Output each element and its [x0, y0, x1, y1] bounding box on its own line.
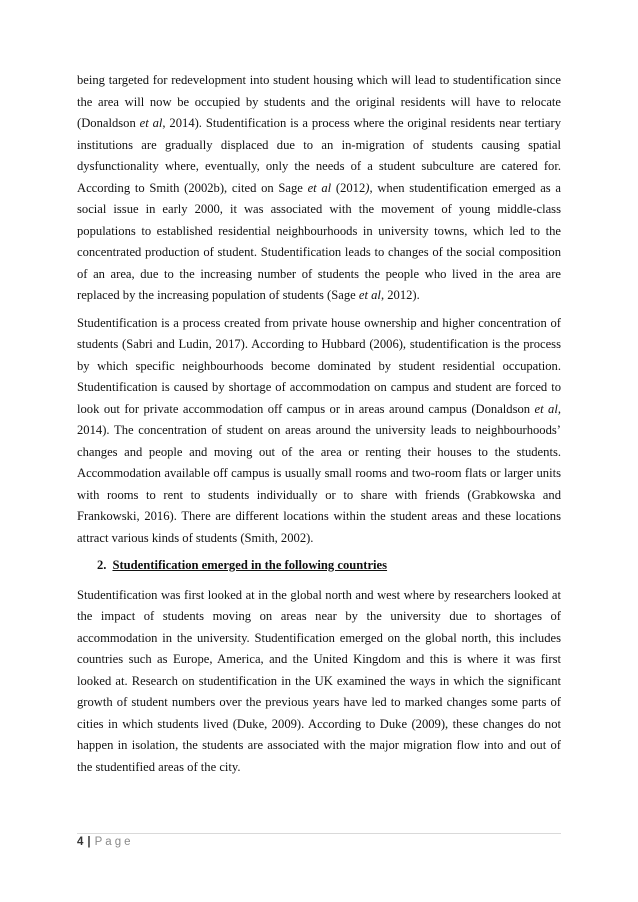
italic-punct: ), [365, 180, 373, 195]
italic-et-al: et al [307, 180, 332, 195]
paragraph-2: Studentification is a process created from private house ownership and higher concentration of students (Sabri and Ludin, 2017). According to Hubbard (2006), studentification is the process by which specific neighbourhoods become dominated by student residential occupation. Studentification is caused by shortage of accommodation on campus and student are forced to look out for private accommodation off campus or in areas around campus (Donaldson et al, 2014). The concentration of student on areas around the university leads to neighbourhoods’ changes and people and moving out of the area or renting their houses to the students. Accommodation available off campus is usually small rooms and two-room flats or larger units with rooms to rent to students individually or to share with friends (Grabkowska and Frankowski, 2016). There are different locations within the student areas and these locations attract various kinds of students (Smith, 2002). [77, 315, 562, 545]
section-title: Studentification emerged in the following countries [112, 558, 388, 572]
page-footer [77, 836, 133, 848]
footer-divider [77, 833, 561, 834]
italic-et-al: et al [358, 288, 381, 302]
footer-separator: | [87, 836, 91, 848]
paragraph-1: being targeted for redevelopment into student housing which will lead to studentification since the area will now be occupied by students and the original residents will have to relocate (Donaldson et al, 2014). Studentification is a process where the original residents near tertiary institutions are gradually displaced due to an in-migration of students causing spatial dysfunctionality where, eventually, only the needs of a student subculture are catered for. According to Smith (2002b), cited on Sage et al (2012), when studentification emerged as a social issue in early 2000, it was associated with the movement of young middle-class populations to established residential neighbourhoods in university towns, which led to the concentrated production of student. Studentification leads to changes of the social composition of an area, due to the increasing number of students the people who lived in the area are replaced by the increasing population of students (Sage et al, 2012). [77, 73, 561, 302]
page-number: 4 [77, 836, 84, 848]
paragraph-3: Studentification was first looked at in the global north and west where by researchers looked at the impact of students moving on areas near by the university due to shortages of accommodation in the university. Studentification emerged on the global north, this includes countries such as Europe, America, and the United Kingdom and this is where it was first looked at. Research on studentification in the UK examined the ways in which the significant growth of student numbers over the previous years have led to marked changes some parts of cities in which students lived (Duke, 2009). According to Duke (2009), these changes do not happen in isolation, the students are associated with the major migration flow into and out of the studentified areas of the city. [77, 587, 561, 774]
body-text [77, 70, 561, 784]
page-label: Page [94, 836, 134, 848]
italic-et-al: et al, [534, 401, 562, 416]
italic-et-al: et al [139, 116, 163, 130]
section-heading [97, 555, 561, 577]
section-number: 2. [97, 558, 107, 572]
